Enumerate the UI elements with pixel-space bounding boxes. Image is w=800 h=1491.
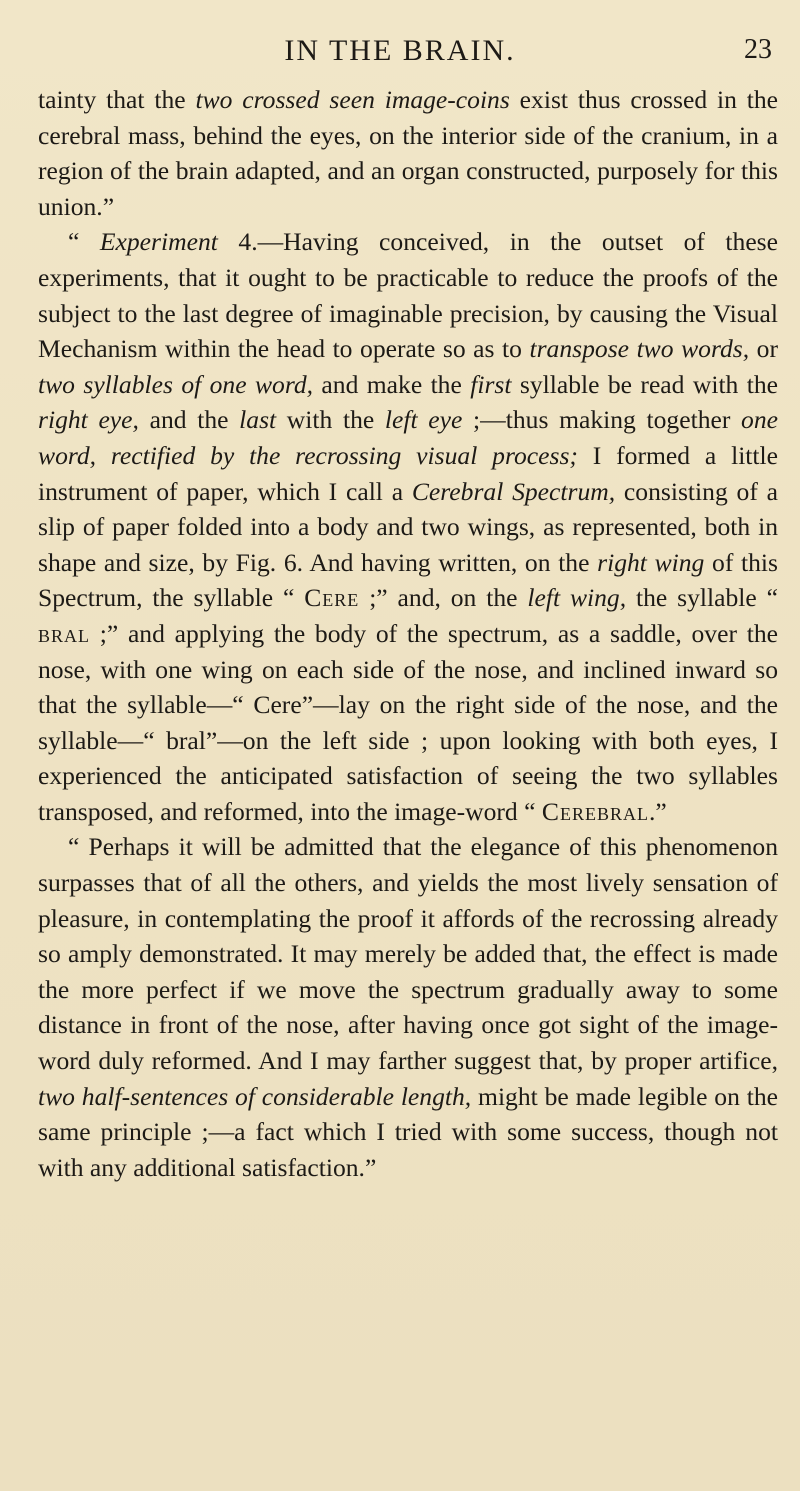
italic-text: left eye xyxy=(384,405,463,435)
text-run: exist thus crossed in the cerebral mass, behind the eyes, on the interior side of the cranium, in a region of the brain adapted, and an organ constructed, purposely for this union.” xyxy=(38,85,778,221)
text-run: with the xyxy=(276,405,385,435)
text-run: might be made legible on the same principle ;—a fact which I tried with some success, though not with any additional satisfaction.” xyxy=(38,1081,779,1182)
paragraph-experiment-4 xyxy=(38,224,778,829)
italic-text: two crossed seen image-coins xyxy=(195,85,510,114)
text-run: ;” and applying the body of the spectrum, as a saddle, over the nose, with one wing on each side of the nose, and inclined inward so that the syllable—“ Cere”—lay on the right side of the nose, and the syllable—“ bral”—on the left side ; upon looking with both eyes, I experienced the anticipated satisfaction of seeing the two syllables transposed, and reformed, into the image-word “ xyxy=(38,618,778,826)
text-run: consisting of a slip of paper folded into a body and two wings, as represented, both in shape and size, by Fig. 6. And having written, on the xyxy=(38,476,778,577)
text-run: 4.—Having conceived, in the outset of these experiments, that it ought to be practicable to reduce the proofs of the subject to the last degree of imaginable precision, by causing the Visual Mechanism within the head to operate so as to xyxy=(38,227,778,364)
text-run: and make the xyxy=(313,369,471,399)
text-run: and the xyxy=(138,405,240,435)
text-run: ;” and, on the xyxy=(359,583,528,613)
paragraph-perhaps xyxy=(38,829,778,1185)
small-caps-text: Cere xyxy=(304,583,360,613)
text-run: “ xyxy=(68,227,100,257)
page-header-title: IN THE BRAIN. xyxy=(284,34,516,67)
italic-text: last xyxy=(239,405,277,435)
small-caps-text: Cerebral xyxy=(541,796,649,826)
text-run: tainty that the xyxy=(38,85,196,114)
small-caps-text: bral xyxy=(38,618,91,648)
italic-text: Experiment xyxy=(99,227,218,257)
text-run: .” xyxy=(648,796,667,826)
italic-text: two syllables of one word, xyxy=(38,369,314,399)
page-number: 23 xyxy=(744,34,772,65)
text-run: syllable be read with the xyxy=(511,369,779,399)
text-run: or xyxy=(749,334,778,364)
italic-text: right eye, xyxy=(38,405,139,435)
body-text xyxy=(38,82,778,1185)
paragraph-continuation xyxy=(38,82,778,224)
text-run: the syllable “ xyxy=(626,583,778,613)
text-run: “ Perhaps it will be admitted that the elegance of this phenomenon surpasses that of all the others, and yields the most lively sensation of pleasure, in contemplating the proof it affords of the recrossing already so amply demonstrated. It may merely be added that, the effect is made the more perfect if we move the spectrum gradually away to some distance in front of the nose, after having once got sight of the image-word duly reformed. And I may farther suggest that, by proper artifice, xyxy=(38,832,778,1076)
italic-text: right wing xyxy=(597,547,705,577)
italic-text: Cerebral Spectrum, xyxy=(411,476,616,506)
running-head xyxy=(0,34,800,74)
text-run: I formed a little instrument of paper, which I call a xyxy=(38,440,778,506)
italic-text: left wing, xyxy=(527,583,627,613)
italic-text: one word, rectified by the recrossing visual process; xyxy=(38,405,779,470)
text-run: ;—thus making together xyxy=(462,405,742,435)
italic-text: two half-sentences of considerable length, xyxy=(38,1081,472,1111)
italic-text: transpose two words, xyxy=(529,334,750,364)
italic-text: first xyxy=(470,369,512,399)
text-run: of this Spectrum, the syllable “ xyxy=(38,547,778,613)
